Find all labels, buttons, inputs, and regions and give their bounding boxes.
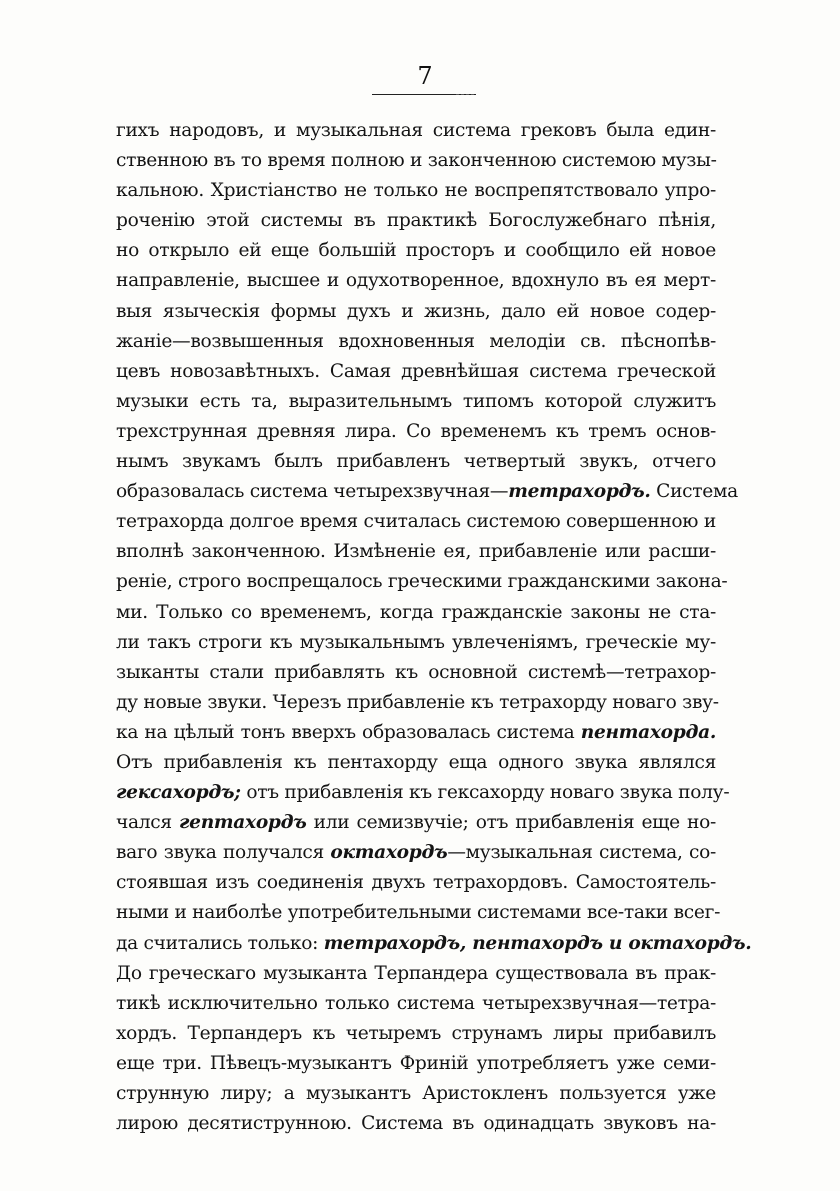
text-segment: тетрахорда долгое время считалась системою совершенною и: [116, 511, 716, 533]
text-segment: лирою десятиструнною. Система въ одинадцать звуковъ на-: [116, 1113, 716, 1135]
text-line: [116, 1019, 716, 1049]
text-line: [116, 748, 716, 778]
text-line: [116, 297, 716, 327]
text-line: [116, 357, 716, 387]
text-segment: ственною въ то время полною и законченною системою музы-: [116, 150, 717, 172]
text-line: [116, 567, 728, 597]
text-line: [116, 537, 716, 567]
text-segment: ваго звука получался: [116, 842, 331, 864]
text-segment: реніе, строго воспрещалось греческими гражданскими закона-: [116, 571, 728, 593]
text-segment: До греческаго музыканта Терпандера существовала въ прак-: [116, 962, 716, 984]
text-line: [116, 176, 716, 206]
text-line: [116, 477, 738, 507]
text-segment: роченію этой системы въ практикѣ Богослужебнаго пѣнія,: [116, 210, 716, 232]
text-line: [116, 1049, 716, 1079]
text-line: [116, 658, 716, 688]
text-line: [116, 327, 716, 357]
text-line: [116, 959, 716, 989]
text-segment: направленіе, высшее и одухотворенное, вдохнуло въ ея мерт-: [116, 270, 716, 292]
text-segment: струнную лиру; а музыкантъ Аристокленъ пользуется уже: [116, 1083, 716, 1104]
text-segment: ли такъ строги къ музыкальнымъ увлеченіямъ, греческіе му-: [116, 631, 716, 653]
text-line: [116, 236, 716, 266]
text-segment: Отъ прибавленія къ пентахорду еща одного звука являлся: [116, 751, 716, 773]
text-segment: ми. Только со временемъ, когда гражданскіе законы не ста-: [116, 601, 716, 623]
text-line: [116, 929, 752, 959]
text-segment: чался: [116, 812, 180, 834]
text-segment: образовалась система четырехзвучная—: [116, 481, 509, 503]
text-line: [116, 778, 730, 808]
text-segment: цевъ новозавѣтныхъ. Самая древнѣйшая система греческой: [116, 360, 716, 382]
text-line: [116, 898, 721, 928]
emphasized-term: гексахордъ;: [116, 782, 241, 804]
text-line: [116, 808, 716, 838]
emphasized-term: пентахорда.: [580, 721, 716, 743]
text-segment: выя языческія формы духъ и жизнь, дало ей новое содер-: [116, 300, 716, 322]
text-segment: жаніе—возвышенныя вдохновенныя мелодіи св. пѣснопѣв-: [116, 330, 716, 352]
emphasized-term: тетрахордъ, пентахордъ и октахордъ.: [323, 932, 752, 954]
text-line: [116, 1079, 716, 1109]
text-line: [116, 116, 716, 146]
text-line: [116, 387, 716, 417]
text-segment: тикѣ исключительно только система четырехзвучная—тетра-: [116, 992, 716, 1014]
text-segment: да считались только:: [116, 932, 324, 954]
text-line: [116, 206, 716, 236]
text-segment: ка на цѣлый тонъ вверхъ образовалась система: [116, 721, 581, 743]
text-line: [116, 266, 716, 296]
text-segment: музыки есть та, выразительнымъ типомъ которой служитъ: [116, 390, 716, 412]
text-segment: трехструнная древняя лира. Со временемъ къ тремъ основ-: [116, 420, 716, 442]
text-line: [116, 838, 716, 868]
header-rule: [372, 94, 476, 95]
text-line: [116, 989, 716, 1019]
text-segment: ду новые звуки. Черезъ прибавленіе къ тетрахорду новаго зву-: [116, 691, 719, 713]
text-line: [116, 417, 716, 447]
text-line: [116, 688, 719, 718]
text-segment: или семизвучіе; отъ прибавленія еще но-: [306, 812, 717, 834]
text-segment: хордъ. Терпандеръ къ четыремъ струнамъ лиры прибавилъ: [116, 1022, 716, 1044]
text-line: [116, 447, 716, 477]
text-segment: нымъ звукамъ былъ прибавленъ четвертый звукъ, отчего: [116, 451, 716, 473]
text-line: [116, 718, 716, 748]
body-text: [116, 116, 752, 1139]
emphasized-term: гептахордъ: [179, 812, 307, 834]
text-segment: гихъ народовъ, и музыкальная система грековъ была един-: [116, 120, 716, 141]
text-segment: —музыкальная система, со-: [447, 842, 716, 864]
text-line: [116, 628, 716, 658]
text-segment: Система: [650, 481, 738, 503]
text-line: [116, 868, 716, 898]
text-segment: стоявшая изъ соединенія двухъ тетрахордовъ. Самостоятель-: [116, 872, 716, 894]
text-segment: зыканты стали прибавлять къ основной системѣ—тетрахор-: [116, 661, 716, 683]
text-segment: но открыло ей еще большій просторъ и сообщило ей новое: [116, 240, 716, 262]
page-number: 7: [417, 62, 433, 90]
text-line: [116, 146, 716, 176]
emphasized-term: октахордъ: [330, 842, 448, 864]
text-line: [116, 1109, 716, 1139]
text-segment: отъ прибавленія къ гексахорду новаго звука полу-: [240, 782, 730, 804]
text-segment: еще три. Пѣвецъ-музыкантъ Фриній употребляетъ уже семи-: [116, 1052, 716, 1074]
text-line: [116, 507, 716, 537]
text-segment: кальною. Христіанство не только не воспрепятствовало упро-: [116, 180, 716, 202]
text-line: [116, 598, 716, 628]
emphasized-term: тетрахордъ.: [508, 481, 651, 503]
text-segment: вполнѣ законченною. Измѣненіе ея, прибавленіе или расши-: [116, 541, 716, 563]
text-segment: ными и наиболѣе употребительными системами все-таки всег-: [116, 902, 721, 924]
